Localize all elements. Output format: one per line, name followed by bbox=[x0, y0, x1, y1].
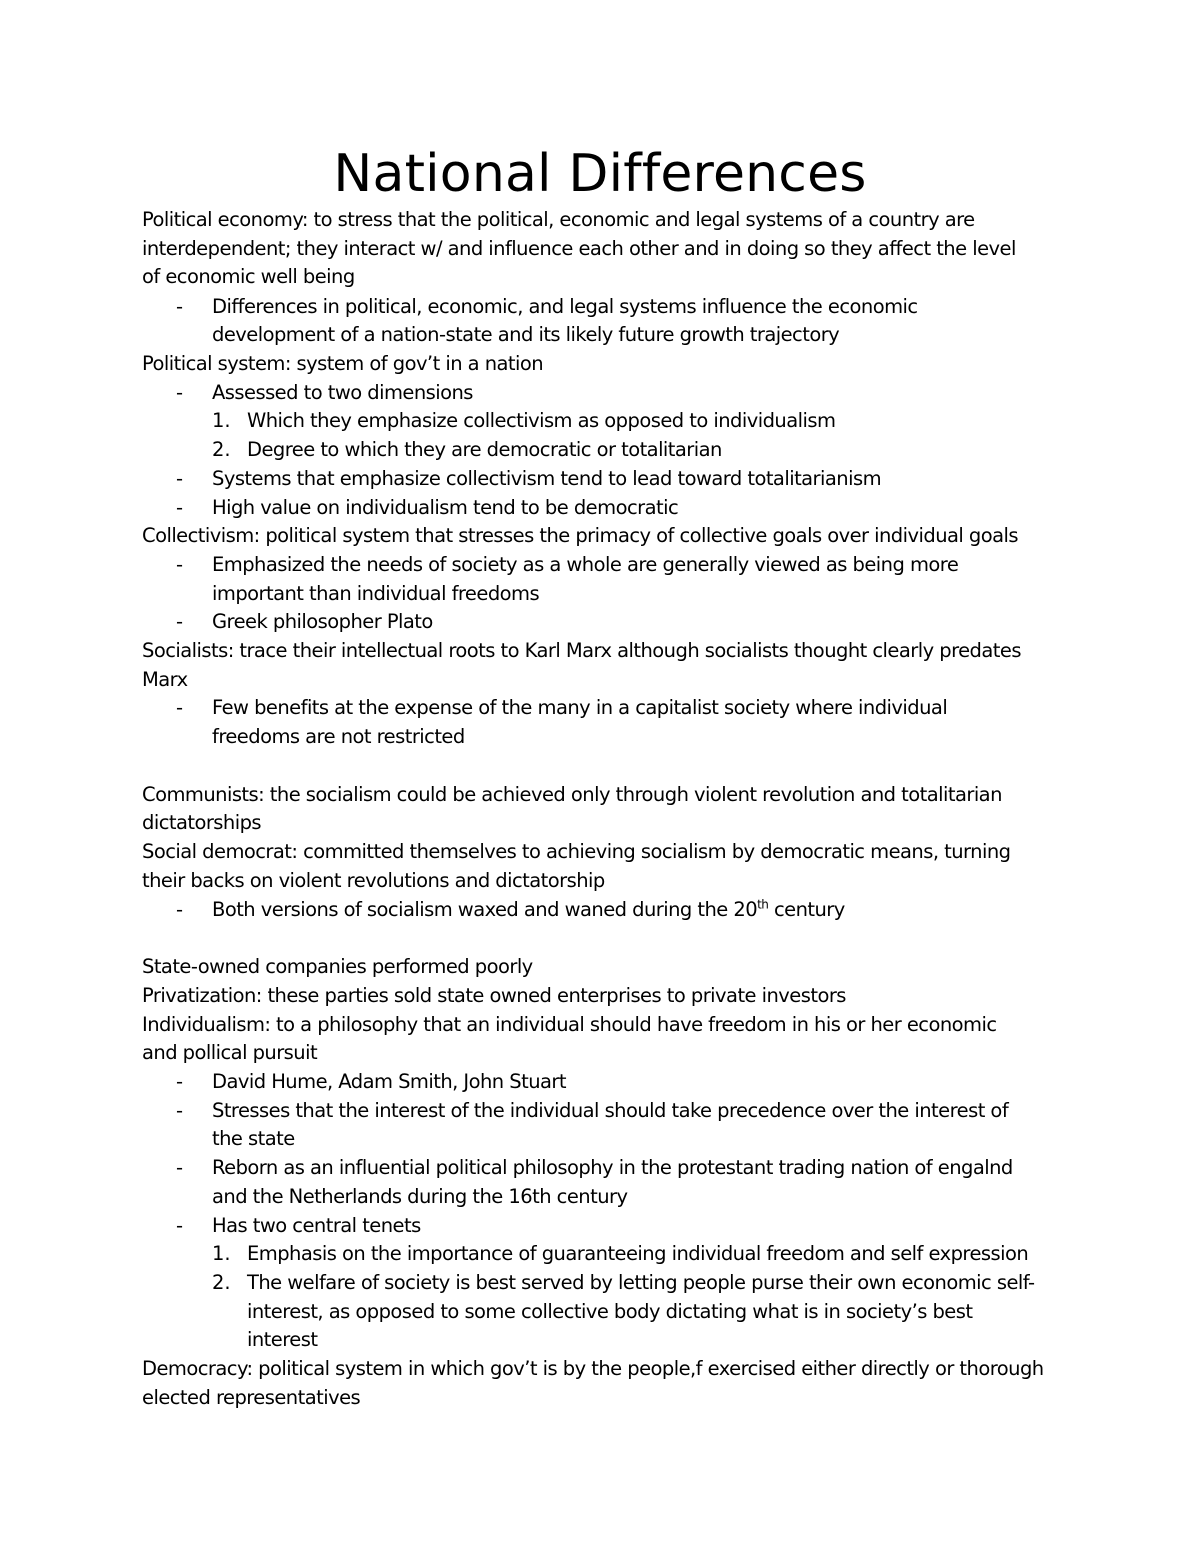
numbered-item: Which they emphasize collectivism as opposed to individualism bbox=[247, 409, 836, 432]
bullet-item bbox=[212, 896, 845, 924]
numbered-item: The welfare of society is best served by letting people purse their own economic self- bbox=[247, 1271, 1035, 1294]
bullet-item: Assessed to two dimensions bbox=[212, 381, 473, 404]
list-number: 2. bbox=[212, 438, 231, 461]
bullet-dash: - bbox=[176, 1070, 184, 1093]
bullet-dash: - bbox=[176, 496, 184, 519]
bullet-dash: - bbox=[176, 381, 184, 404]
bullet-item-continuation: freedoms are not restricted bbox=[212, 725, 465, 748]
paragraph-line: State-owned companies performed poorly bbox=[142, 955, 533, 978]
bullet-item: Emphasized the needs of society as a whole are generally viewed as being more bbox=[212, 553, 959, 576]
paragraph-line: elected representatives bbox=[142, 1386, 361, 1409]
bullet-item: Differences in political, economic, and legal systems influence the economic bbox=[212, 295, 918, 318]
paragraph-line: Socialists: trace their intellectual roots to Karl Marx although socialists thought clearly predates bbox=[142, 639, 1021, 662]
paragraph-line: and pollical pursuit bbox=[142, 1041, 318, 1064]
numbered-item-continuation: interest, as opposed to some collective body dictating what is in society’s best bbox=[247, 1300, 973, 1323]
paragraph-line: Political system: system of gov’t in a nation bbox=[142, 352, 544, 375]
paragraph-line: their backs on violent revolutions and dictatorship bbox=[142, 869, 605, 892]
numbered-item: Emphasis on the importance of guaranteeing individual freedom and self expression bbox=[247, 1242, 1029, 1265]
bullet-dash: - bbox=[176, 553, 184, 576]
paragraph-line: Democracy: political system in which gov’t is by the people,f exercised either directly or thorough bbox=[142, 1357, 1044, 1380]
bullet-dash: - bbox=[176, 1214, 184, 1237]
paragraph-line: interdependent; they interact w/ and influence each other and in doing so they affect the level bbox=[142, 237, 1016, 260]
bullet-item: Stresses that the interest of the individual should take precedence over the interest of bbox=[212, 1099, 1009, 1122]
bullet-item: Reborn as an influential political philosophy in the protestant trading nation of engalnd bbox=[212, 1156, 1013, 1179]
bullet-dash: - bbox=[176, 610, 184, 633]
bullet-item-continuation: and the Netherlands during the 16th century bbox=[212, 1185, 628, 1208]
numbered-item-continuation: interest bbox=[247, 1328, 318, 1351]
bullet-item-continuation: development of a nation-state and its likely future growth trajectory bbox=[212, 323, 840, 346]
bullet-item: Greek philosopher Plato bbox=[212, 610, 433, 633]
paragraph-line: Marx bbox=[142, 668, 188, 691]
paragraph-line: of economic well being bbox=[142, 265, 355, 288]
paragraph-line: Collectivism: political system that stresses the primacy of collective goals over individual goals bbox=[142, 524, 1018, 547]
bullet-dash: - bbox=[176, 1099, 184, 1122]
bullet-dash: - bbox=[176, 295, 184, 318]
ordinal-superscript: th bbox=[757, 897, 769, 912]
paragraph-line: Communists: the socialism could be achieved only through violent revolution and totalitarian bbox=[142, 783, 1002, 806]
list-number: 1. bbox=[212, 409, 231, 432]
bullet-item-continuation: important than individual freedoms bbox=[212, 582, 540, 605]
bullet-dash: - bbox=[176, 696, 184, 719]
paragraph-line: Privatization: these parties sold state owned enterprises to private investors bbox=[142, 984, 846, 1007]
list-number: 1. bbox=[212, 1242, 231, 1265]
page-title: National Differences bbox=[333, 144, 867, 204]
bullet-dash: - bbox=[176, 898, 184, 921]
paragraph-line: dictatorships bbox=[142, 811, 262, 834]
paragraph-line: Political economy: to stress that the political, economic and legal systems of a country are bbox=[142, 208, 975, 231]
list-number: 2. bbox=[212, 1271, 231, 1294]
bullet-item-continuation: the state bbox=[212, 1127, 295, 1150]
bullet-item: Few benefits at the expense of the many in a capitalist society where individual bbox=[212, 696, 948, 719]
bullet-text: century bbox=[768, 898, 845, 921]
bullet-dash: - bbox=[176, 467, 184, 490]
bullet-text: Both versions of socialism waxed and waned during the 20 bbox=[212, 898, 758, 921]
bullet-item: David Hume, Adam Smith, John Stuart bbox=[212, 1070, 566, 1093]
bullet-item: High value on individualism tend to be democratic bbox=[212, 496, 679, 519]
bullet-item: Has two central tenets bbox=[212, 1214, 421, 1237]
paragraph-line: Social democrat: committed themselves to achieving socialism by democratic means, turning bbox=[142, 840, 1011, 863]
numbered-item: Degree to which they are democratic or totalitarian bbox=[247, 438, 722, 461]
bullet-item: Systems that emphasize collectivism tend to lead toward totalitarianism bbox=[212, 467, 882, 490]
paragraph-line: Individualism: to a philosophy that an individual should have freedom in his or her economic bbox=[142, 1013, 997, 1036]
bullet-dash: - bbox=[176, 1156, 184, 1179]
